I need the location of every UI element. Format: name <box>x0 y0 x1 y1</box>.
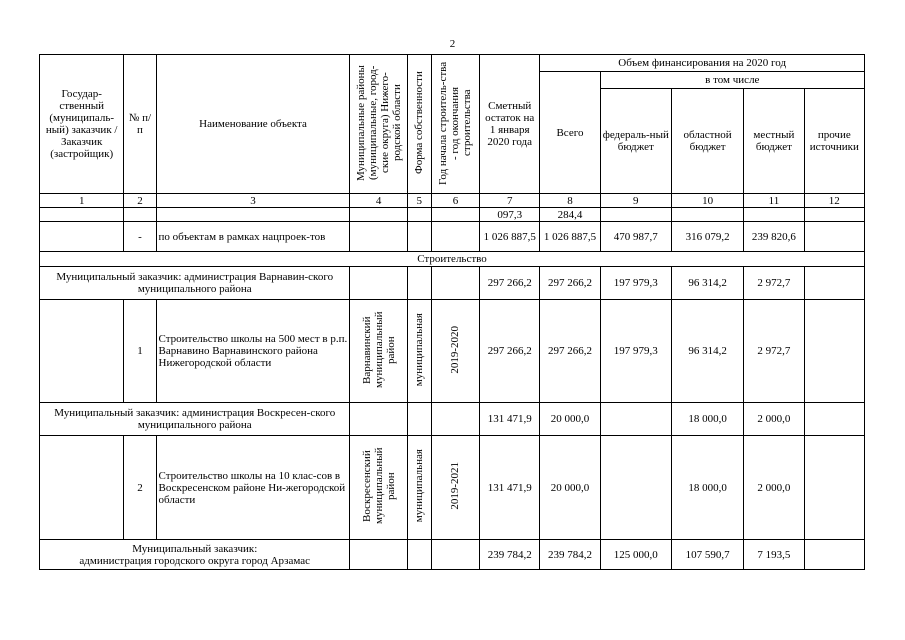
column-numbers-row <box>40 194 865 208</box>
cell-federal <box>600 436 671 540</box>
district-text: Варнавинский муниципальный район <box>360 311 397 388</box>
cell-regional: 96 314,2 <box>671 267 743 300</box>
col-number: 5 <box>407 194 431 208</box>
customer-name-line2: администрация городского округа город Арзамас <box>79 554 311 567</box>
cell-local: 239 820,6 <box>744 222 804 252</box>
col-number: 9 <box>600 194 671 208</box>
ownership-text: муниципальная <box>413 449 426 523</box>
cell-total: 20 000,0 <box>540 403 600 436</box>
col-number: 2 <box>124 194 156 208</box>
header-including: в том числе <box>600 72 864 89</box>
years-text: 2019-2020 <box>449 325 462 374</box>
row-number: - <box>124 222 156 252</box>
row-object-name: по объектам в рамках нацпроек-тов <box>156 222 350 252</box>
customer-name: Муниципальный заказчик: администрация Воскресен-ского муниципального района <box>40 403 350 436</box>
cell-total: 20 000,0 <box>540 436 600 540</box>
header-years <box>431 55 479 194</box>
cell-years <box>431 436 479 540</box>
col-number: 12 <box>804 194 864 208</box>
col-number: 10 <box>671 194 743 208</box>
row-object-name: Строительство школы на 500 мест в р.п. Варнавино Варнавинского района Нижегородской области <box>156 300 350 403</box>
header-customer: Государ-ственный (муниципаль-ный) заказчик / Заказчик (застройщик) <box>40 55 124 194</box>
header-years-text: Год начала строитель-ства - год окончания строительства <box>437 60 474 185</box>
cell-regional: 316 079,2 <box>671 222 743 252</box>
customer-name-line1: Муниципальный заказчик: <box>132 542 258 555</box>
financing-table <box>39 54 865 570</box>
table-row <box>40 267 865 300</box>
cell-local: 2 972,7 <box>744 267 804 300</box>
cell-regional: 18 000,0 <box>671 436 743 540</box>
header-local: местный бюджет <box>744 89 804 194</box>
table-row <box>40 436 865 540</box>
customer-name: Муниципальный заказчик: администрация Варнавин-ского муниципального района <box>40 267 350 300</box>
header-financing: Объем финансирования на 2020 год <box>540 55 865 72</box>
table-row <box>40 222 865 252</box>
district-text: Воскресенский муниципальный район <box>360 447 397 525</box>
cell-total: 1 026 887,5 <box>540 222 600 252</box>
header-other: прочие источники <box>804 89 864 194</box>
row-number: 1 <box>124 300 156 403</box>
row-number: 2 <box>124 436 156 540</box>
col-number: 7 <box>480 194 540 208</box>
table-row <box>40 208 865 222</box>
header-district-text: Муниципальные районы (муниципальные, город-ские округа) Нижего-родской области <box>354 64 403 181</box>
col-number: 4 <box>350 194 407 208</box>
cell-federal: 125 000,0 <box>600 540 671 570</box>
section-title: Строительство <box>40 252 865 267</box>
customer-name <box>40 540 350 570</box>
cell-federal <box>600 403 671 436</box>
years-text: 2019-2021 <box>449 462 462 510</box>
table-row <box>40 300 865 403</box>
cell-federal: 197 979,3 <box>600 300 671 403</box>
cell-local: 7 193,5 <box>744 540 804 570</box>
cell-district <box>350 436 407 540</box>
header-district <box>350 55 407 194</box>
cell-total: 297 266,2 <box>540 267 600 300</box>
cell-federal: 197 979,3 <box>600 267 671 300</box>
row-object-name: Строительство школы на 10 клас-сов в Воскресенском районе Ни-жегородской области <box>156 436 350 540</box>
cell-estimate: 1 026 887,5 <box>480 222 540 252</box>
cell-ownership <box>407 300 431 403</box>
cell-estimate: 239 784,2 <box>480 540 540 570</box>
carry-c8: 284,4 <box>540 208 600 222</box>
col-number: 11 <box>744 194 804 208</box>
cell-regional: 107 590,7 <box>671 540 743 570</box>
cell-local: 2 000,0 <box>744 403 804 436</box>
cell-estimate: 297 266,2 <box>480 300 540 403</box>
cell-total: 239 784,2 <box>540 540 600 570</box>
cell-years <box>431 300 479 403</box>
col-number: 1 <box>40 194 124 208</box>
col-number: 8 <box>540 194 600 208</box>
cell-total: 297 266,2 <box>540 300 600 403</box>
col-number: 6 <box>431 194 479 208</box>
cell-local: 2 972,7 <box>744 300 804 403</box>
header-number: № п/п <box>124 55 156 194</box>
cell-estimate: 131 471,9 <box>480 403 540 436</box>
header-total: Всего <box>540 72 600 194</box>
header-object-name: Наименование объекта <box>156 55 350 194</box>
header-regional: областной бюджет <box>671 89 743 194</box>
header-estimate: Сметный остаток на 1 января 2020 года <box>480 55 540 194</box>
cell-regional: 96 314,2 <box>671 300 743 403</box>
col-number: 3 <box>156 194 350 208</box>
carry-c7: 097,3 <box>480 208 540 222</box>
cell-regional: 18 000,0 <box>671 403 743 436</box>
cell-ownership <box>407 436 431 540</box>
header-ownership-text: Форма собственности <box>413 71 426 174</box>
cell-local: 2 000,0 <box>744 436 804 540</box>
cell-district <box>350 300 407 403</box>
header-federal: федераль-ный бюджет <box>600 89 671 194</box>
table-row <box>40 540 865 570</box>
ownership-text: муниципальная <box>413 312 426 387</box>
cell-estimate: 297 266,2 <box>480 267 540 300</box>
cell-federal: 470 987,7 <box>600 222 671 252</box>
cell-estimate: 131 471,9 <box>480 436 540 540</box>
table-row <box>40 403 865 436</box>
header-ownership <box>407 55 431 194</box>
page-number: 2 <box>449 38 456 50</box>
